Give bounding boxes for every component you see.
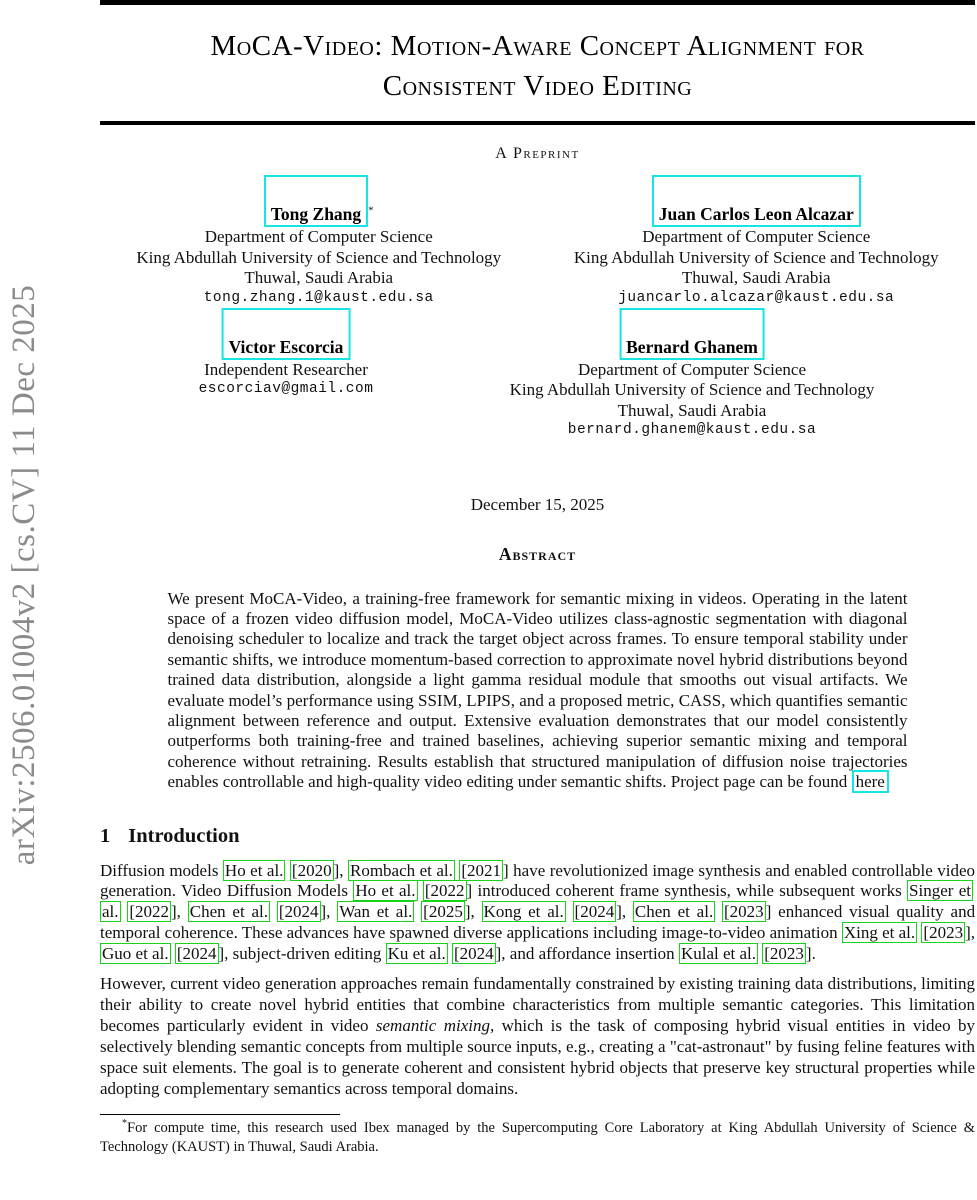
author-affiliation-line: Thuwal, Saudi Arabia bbox=[617, 400, 767, 420]
section-number: 1 bbox=[100, 824, 111, 847]
author-name: Bernard Ghanem bbox=[626, 336, 758, 357]
author-affiliation-line: Department of Computer Science bbox=[577, 359, 806, 379]
citation-year-link[interactable]: [2024 bbox=[453, 944, 494, 964]
author-name: Victor Escorcia bbox=[228, 336, 344, 357]
author-link-box[interactable] bbox=[222, 308, 351, 360]
preprint-label: A Preprint bbox=[495, 145, 580, 162]
author-link-box[interactable] bbox=[652, 175, 861, 227]
author-block-victor bbox=[199, 308, 374, 400]
citation-author-link[interactable]: Chen et al. bbox=[189, 902, 269, 922]
paper-content bbox=[100, 0, 975, 1156]
paper-title-line2: Consistent Video Editing bbox=[382, 70, 693, 102]
top-rule bbox=[100, 0, 975, 5]
author-footnote-mark: * bbox=[368, 204, 374, 217]
author-affiliation-line: King Abdullah University of Science and Technology bbox=[573, 247, 939, 267]
citation-author-link[interactable]: Xing et al. bbox=[843, 923, 916, 943]
citation-year-link[interactable]: [2024 bbox=[574, 902, 615, 922]
citation-author-link[interactable]: Rombach et al. bbox=[349, 860, 453, 880]
author-email: tong.zhang.1@kaust.edu.sa bbox=[203, 289, 434, 306]
author-link-box[interactable] bbox=[264, 175, 368, 227]
intro-paragraph-2: However, current video generation approaches remain fundamentally constrained by existing training data distributions, limiting their ability to create novel hybrid entities that combine characteristics from multiple semantic categories. This limitation becomes particularly evident in video semantic mixing, which is the task of composing hybrid visual entities in video by selectively blending semantic concepts from multiple source inputs, e.g., creating a "cat-astronaut" by fusing feline features with space suit elements. The goal is to generate coherent and consistent hybrid objects that preserve key structural properties while adopting complementary semantics across temporal domains. bbox=[100, 974, 976, 1098]
citation-year-link[interactable]: [2023 bbox=[724, 902, 764, 922]
citation-author-link[interactable]: Chen et al. bbox=[634, 902, 714, 922]
citation-year-link[interactable]: [2021 bbox=[461, 860, 502, 880]
paper-title bbox=[100, 26, 975, 106]
citation-author-link[interactable]: Wan et al. bbox=[339, 902, 413, 922]
author-block-bernard bbox=[510, 308, 875, 441]
citation-year-link[interactable]: [2022 bbox=[424, 881, 465, 901]
citation-year-link[interactable]: [2023 bbox=[764, 944, 804, 964]
project-page-link[interactable]: here bbox=[852, 770, 889, 793]
footnote bbox=[100, 1119, 975, 1156]
author-affiliation-line: Department of Computer Science bbox=[642, 227, 871, 246]
footnote-body: For compute time, this research used Ibex managed by the Supercomputing Core Laboratory at King Abdullah University of Science & Technology (KAUST) in Thuwal, Saudi Arabia. bbox=[100, 1120, 975, 1155]
citation-year-link[interactable]: [2022 bbox=[129, 902, 170, 922]
title-rule bbox=[100, 121, 975, 125]
author-affiliation-line: Thuwal, Saudi Arabia bbox=[244, 268, 394, 287]
paper-date: December 15, 2025 bbox=[470, 494, 605, 514]
author-affiliation-line: Thuwal, Saudi Arabia bbox=[681, 268, 831, 287]
author-email: juancarlo.alcazar@kaust.edu.sa bbox=[618, 289, 895, 306]
citation-author-link[interactable]: Guo et al. bbox=[102, 944, 169, 964]
arxiv-watermark: arXiv:2506.01004v2 [cs.CV] 11 Dec 2025 bbox=[6, 284, 42, 866]
citation-year-link[interactable]: [2024 bbox=[278, 902, 319, 922]
section-title: Introduction bbox=[128, 824, 240, 847]
citation-author-link[interactable]: Ku et al. bbox=[387, 944, 446, 964]
citation-author-link[interactable]: Ho et al. bbox=[224, 860, 284, 880]
citation-year-link[interactable]: [2020 bbox=[291, 860, 332, 880]
section-heading-introduction bbox=[100, 825, 975, 848]
citation-author-link[interactable]: Kulal et al. bbox=[680, 944, 756, 964]
author-affiliation-line: King Abdullah University of Science and Technology bbox=[136, 247, 502, 267]
author-block-tong-zhang bbox=[100, 175, 538, 308]
author-affiliation-line: Independent Researcher bbox=[204, 359, 368, 379]
author-affiliation-line: King Abdullah University of Science and Technology bbox=[509, 380, 875, 399]
author-name: Juan Carlos Leon Alcazar bbox=[658, 204, 854, 224]
citation-author-link[interactable]: Singer et al. bbox=[102, 881, 971, 922]
citation-year-link[interactable]: [2024 bbox=[176, 944, 217, 964]
intro-paragraph-1: Diffusion models Ho et al. [2020 ], Rombach et al. [2021 ] have revolutionized image synthesis and enabled controllable video generation. Video Diffusion Models Ho et al. [2022 ] introduced coherent frame synthesis, while subsequent works Singer et al. [2022 ], Chen et al. [2024 ], Wan et al. [2025 ], Kong et al. [2024 ], Chen et al. [2023 ] enhanced visual quality and temporal coherence. These advances have spawned diverse applications including image-to-video animation Xing et al. [2023 ], Guo et al. [2024 ], subject-driven editing Ku et al. [2024 ], and affordance insertion Kulal et al. [2023 ]. bbox=[100, 860, 976, 964]
citation-author-link[interactable]: Kong et al. bbox=[483, 902, 564, 922]
footnote-mark: * bbox=[122, 1118, 127, 1130]
abstract-text: We present MoCA-Video, a training-free framework for semantic mixing in videos. Operating in the latent space of a frozen video diffusion model, MoCA-Video utilizes class-agnostic segmentation with diagonal denoising scheduler to localize and track the target object across frames. To ensure temporal stability under semantic shifts, we introduce momentum-based correction to approximate novel hybrid distributions beyond trained data distribution, alongside a light gamma residual module that smooths out visual artifacts. We evaluate model’s performance using SSIM, LPIPS, and a proposed metric, CASS, which quantifies semantic alignment between reference and output. Extensive evaluation demonstrates that our model consistently outperforms both training-free and trained baselines, achieving superior semantic mixing and temporal coherence without retraining. Results establish that structured manipulation of diffusion noise trajectories enables controllable and high-quality video editing under semantic shifts. Project page can be found here bbox=[167, 588, 908, 792]
footnote-rule bbox=[100, 1114, 340, 1116]
paper-title-line1: MoCA-Video: Motion-Aware Concept Alignment for bbox=[210, 30, 865, 62]
emphasis-text: semantic mixing bbox=[375, 1015, 490, 1035]
authors-row-2 bbox=[100, 308, 975, 442]
authors-row-1 bbox=[100, 175, 975, 308]
author-name: Tong Zhang bbox=[270, 204, 362, 224]
author-affiliation-line: Department of Computer Science bbox=[204, 227, 433, 246]
citation-year-link[interactable]: [2023 bbox=[923, 923, 964, 943]
author-email: bernard.ghanem@kaust.edu.sa bbox=[567, 422, 817, 438]
abstract-heading: Abstract bbox=[498, 543, 577, 564]
author-email: escorciav@gmail.com bbox=[198, 381, 374, 397]
author-block-juan-carlos bbox=[538, 175, 976, 308]
author-link-box[interactable] bbox=[619, 308, 765, 360]
citation-author-link[interactable]: Ho et al. bbox=[355, 881, 416, 901]
citation-year-link[interactable]: [2025 bbox=[423, 902, 463, 922]
